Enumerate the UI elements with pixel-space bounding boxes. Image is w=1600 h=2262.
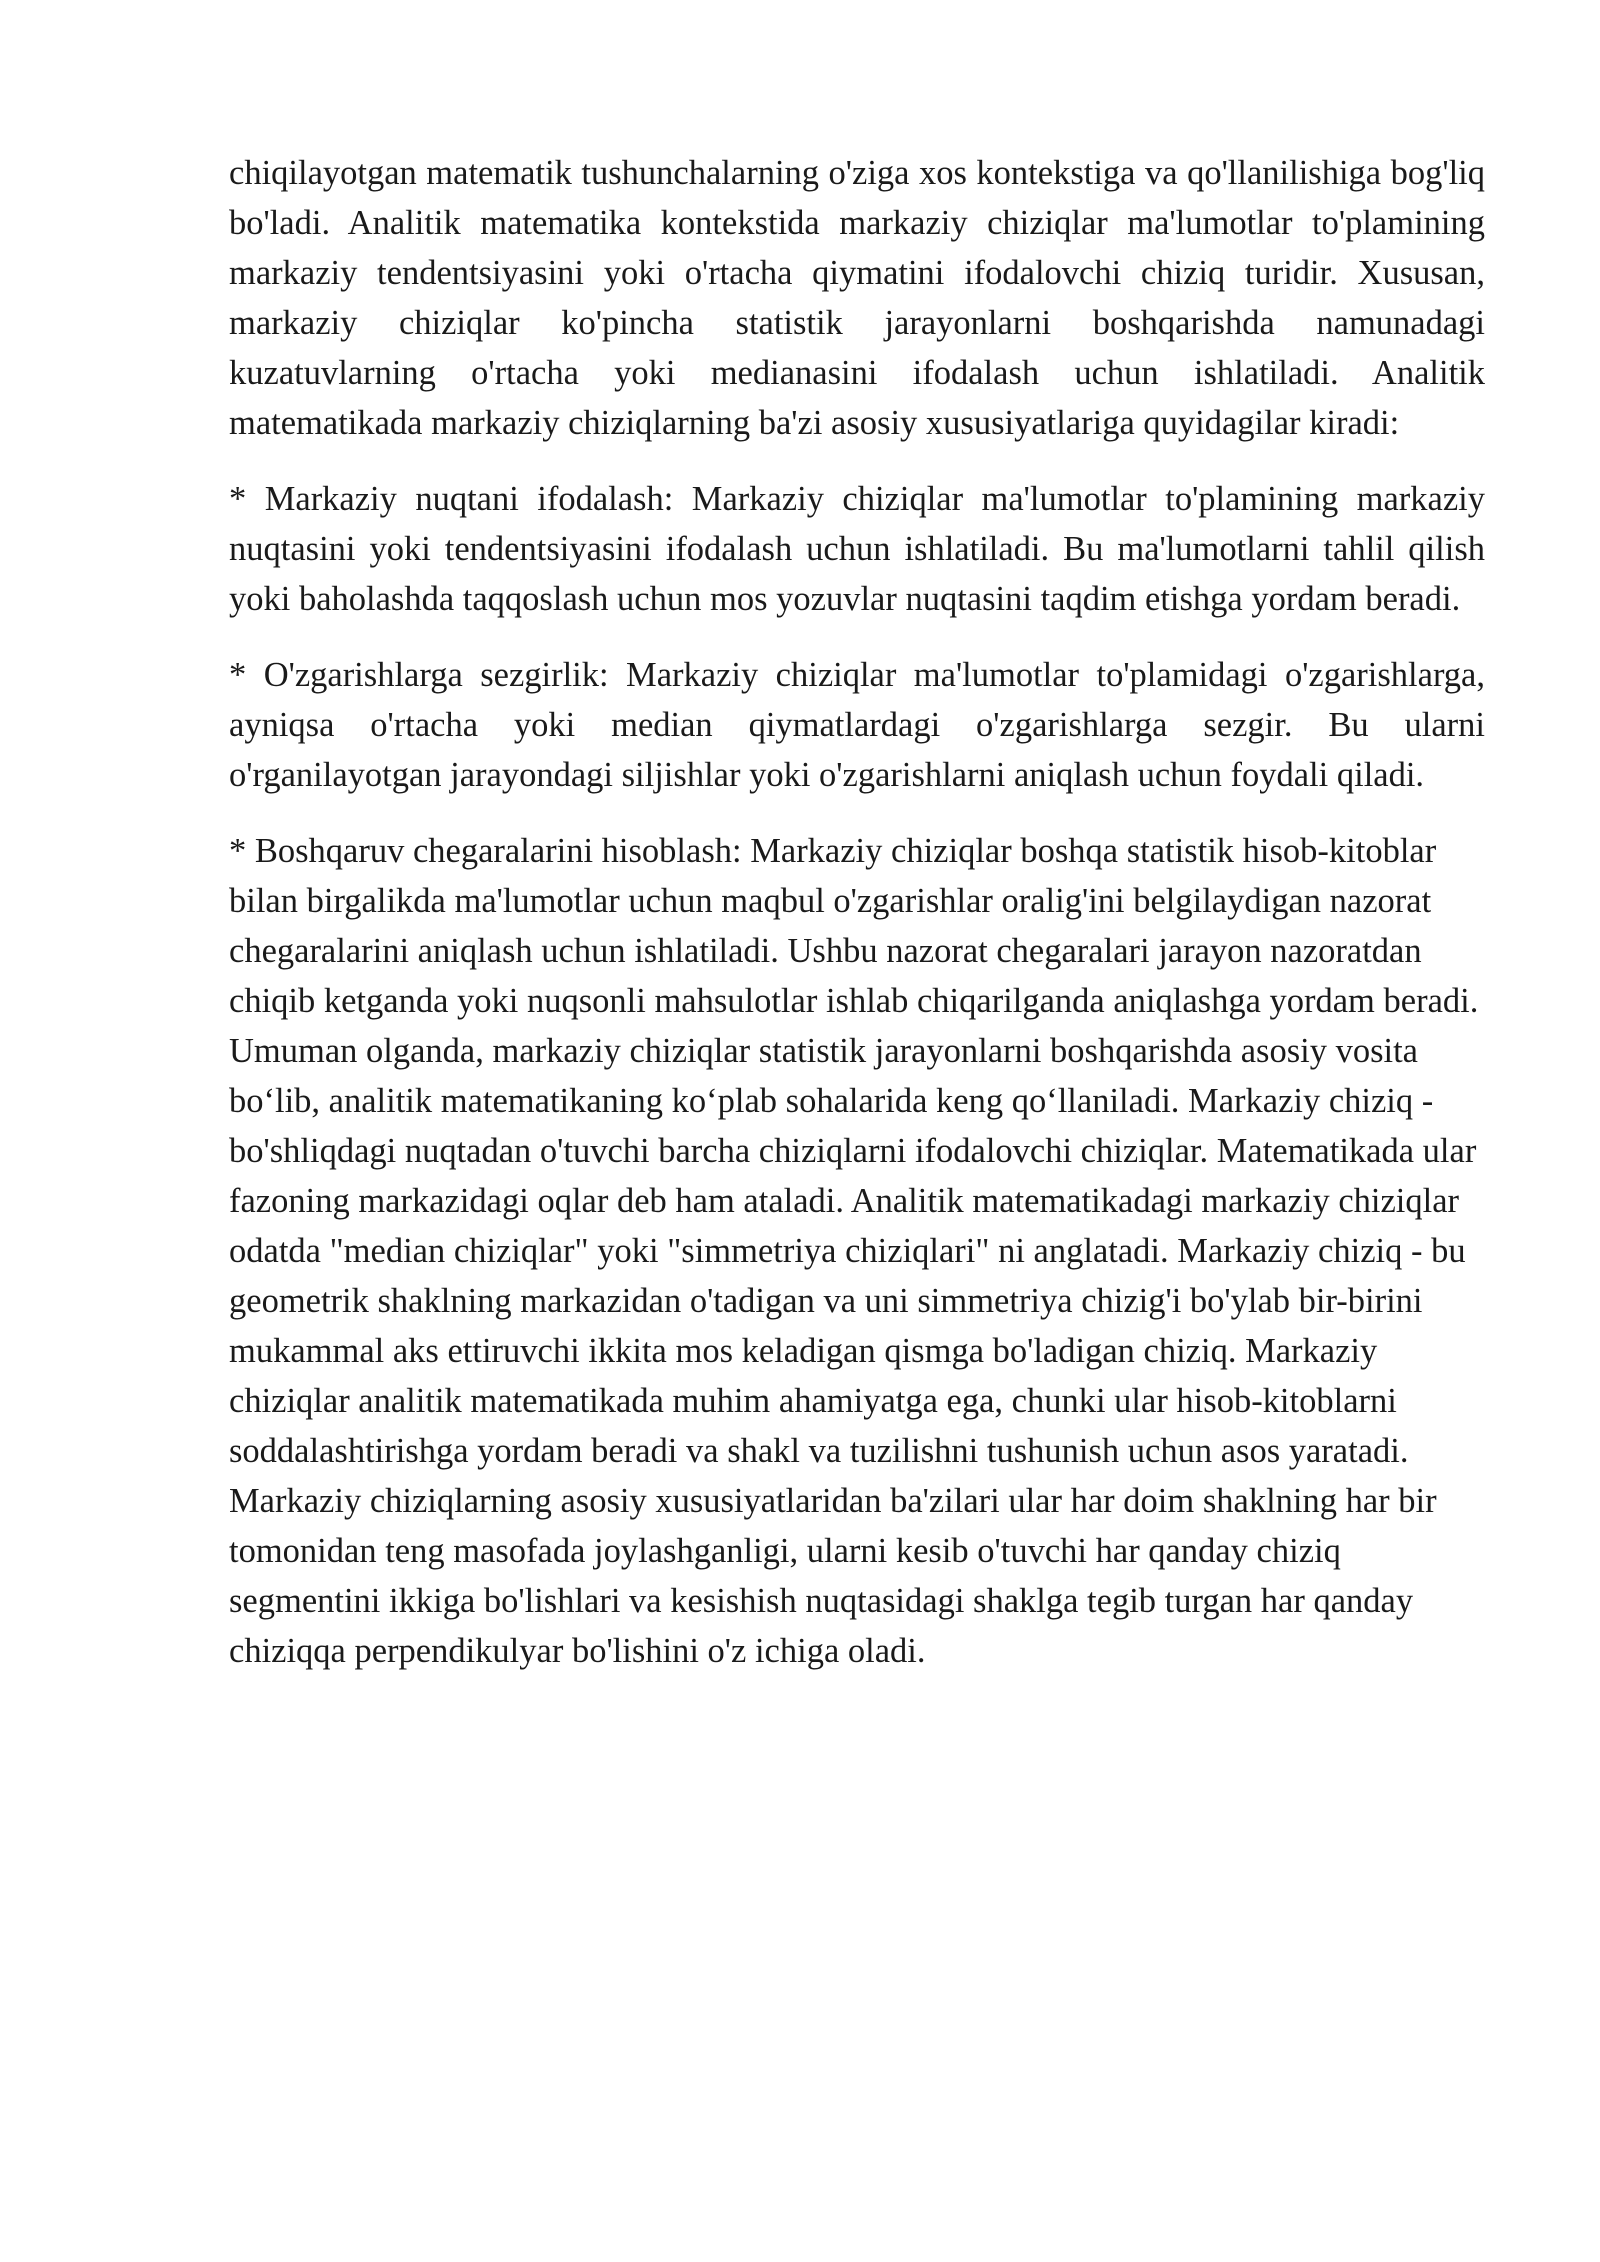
document-page	[229, 148, 1485, 1676]
intro-paragraph: chiqilayotgan matematik tushunchalarning o'ziga xos kontekstiga va qo'llanilishiga bog'liq bo'ladi. Analitik matematika kontekstida markaziy chiziqlar ma'lumotlar to'plamining markaziy tendentsiyasini yoki o'rtacha qiymatini ifodalovchi chiziq turidir. Xususan, markaziy chiziqlar ko'pincha statistik jarayonlarni boshqarishda namunadagi kuzatuvlarning o'rtacha yoki medianasini ifodalash uchun ishlatiladi. Analitik matematikada markaziy chiziqlarning ba'zi asosiy xususiyatlariga quyidagilar kiradi:	[229, 154, 1485, 442]
bullet-sensitivity: * O'zgarishlarga sezgirlik: Markaziy chiziqlar ma'lumotlar to'plamidagi o'zgarishlarga, ayniqsa o'rtacha yoki median qiymatlardagi o'zgarishlarga sezgir. Bu ularni o'rganilayotgan jarayondagi siljishlar yoki o'zgarishlarni aniqlash uchun foydali qiladi.	[229, 656, 1485, 794]
bullet-central-point: * Markaziy nuqtani ifodalash: Markaziy chiziqlar ma'lumotlar to'plamining markaziy nuqtasini yoki tendentsiyasini ifodalash uchun ishlatiladi. Bu ma'lumotlarni tahlil qilish yoki baholashda taqqoslash uchun mos yozuvlar nuqtasini taqdim etishga yordam beradi.	[229, 480, 1485, 618]
bullet-control-limits: * Boshqaruv chegaralarini hisoblash: Markaziy chiziqlar boshqa statistik hisob-kitoblar bilan birgalikda ma'lumotlar uchun maqbul o'zgarishlar oralig'ini belgilaydigan nazorat chegaralarini aniqlash uchun ishlatiladi. Ushbu nazorat chegaralari jarayon nazoratdan chiqib ketganda yoki nuqsonli mahsulotlar ishlab chiqarilganda aniqlashga yordam beradi. Umuman olganda, markaziy chiziqlar statistik jarayonlarni boshqarishda asosiy vosita bo‘lib, analitik matematikaning ko‘plab sohalarida keng qo‘llaniladi. Markaziy chiziq - bo'shliqdagi nuqtadan o'tuvchi barcha chiziqlarni ifodalovchi chiziqlar. Matematikada ular fazoning markazidagi oqlar deb ham ataladi. Analitik matematikadagi markaziy chiziqlar odatda "median chiziqlar" yoki "simmetriya chiziqlari" ni anglatadi. Markaziy chiziq - bu geometrik shaklning markazidan o'tadigan va uni simmetriya chizig'i bo'ylab bir-birini mukammal aks ettiruvchi ikkita mos keladigan qismga bo'ladigan chiziq. Markaziy chiziqlar analitik matematikada muhim ahamiyatga ega, chunki ular hisob-kitoblarni soddalashtirishga yordam beradi va shakl va tuzilishni tushunish uchun asos yaratadi. Markaziy chiziqlarning asosiy xususiyatlaridan ba'zilari ular har doim shaklning har bir tomonidan teng masofada joylashganligi, ularni kesib o'tuvchi har qanday chiziq segmentini ikkiga bo'lishlari va kesishish nuqtasidagi shaklga tegib turgan har qanday chiziqqa perpendikulyar bo'lishini o'z ichiga oladi.	[229, 832, 1479, 1670]
